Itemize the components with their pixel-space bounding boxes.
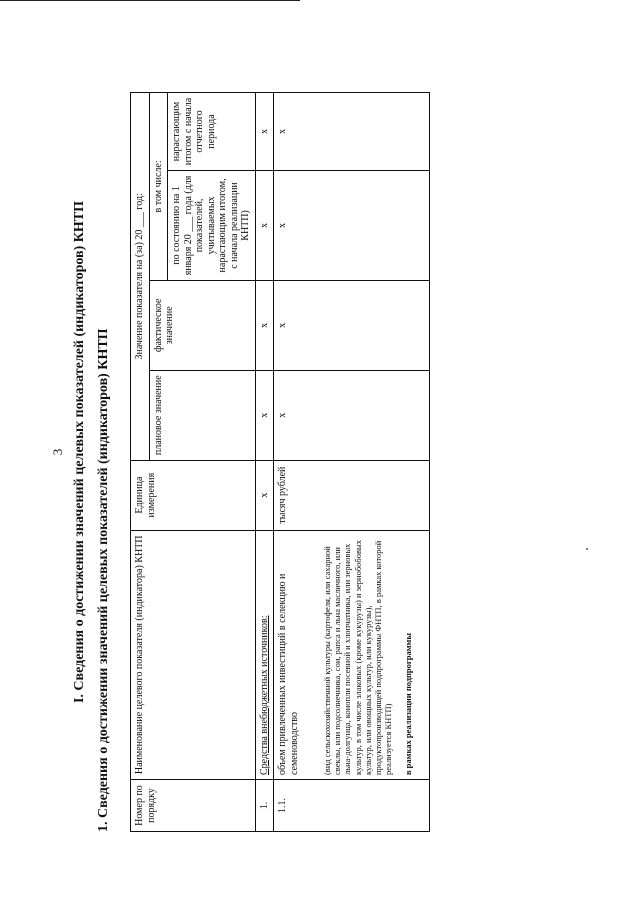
page-number: 3 bbox=[50, 448, 65, 456]
row-cumulative: х bbox=[274, 93, 430, 171]
scan-speck bbox=[586, 548, 588, 550]
header-cumulative: нарастающим итогом с начала отчетного периода bbox=[168, 93, 256, 171]
header-unit: Единица измерения bbox=[131, 460, 256, 530]
row-actual: х bbox=[274, 280, 430, 370]
row-number: 1.1. bbox=[274, 780, 430, 832]
row-note: (вид сельскохозяйственной культуры (картофеля, или сахарной свеклы, или подсолнечника, сои, рапса и льна масличного, или льна-долгунца, конопли посевной и хлопчатника, или зерновых культур, в том числе злаковых (кроме кукурузы) и зернобобовых культур, или овощных культур, или кукурузы), продуктопроизводящей подпрограммы ФНТП, в рамках которой реализуется КНТП) bbox=[322, 540, 394, 776]
header-actual: фактическое значение bbox=[149, 280, 255, 370]
row-actual: х bbox=[255, 280, 274, 370]
subsection-heading: 1. Сведения о достижении значений целевых показателей (индикаторов) КНТП bbox=[96, 328, 111, 832]
row-unit: тысяч рублей bbox=[274, 460, 430, 530]
row-subnote: в рамках реализации подпрограммы bbox=[403, 633, 414, 776]
header-as-of-jan: по состоянию на 1 января 20 ___ года (для показателей, учитываемых нарастающим итогом, с начала реализации КНТП) bbox=[168, 171, 256, 281]
rotated-page bbox=[50, 72, 590, 832]
row-name: объем привлеченных инвестиций в селекцию и семеноводство bbox=[277, 573, 300, 776]
row-as-of-jan: х bbox=[255, 171, 274, 281]
row-name-cell bbox=[274, 530, 430, 779]
header-including: в том числе: bbox=[149, 93, 168, 281]
row-name: Средства внебюджетных источников: bbox=[255, 530, 274, 779]
header-name: Наименование целевого показателя (индикатора) КНТП bbox=[131, 530, 256, 779]
table-row bbox=[255, 93, 274, 832]
indicators-table bbox=[130, 92, 430, 832]
header-planned: плановое значение bbox=[149, 370, 255, 460]
header-value-group: Значение показателя на (за) 20 ___ год: bbox=[131, 93, 150, 461]
row-as-of-jan: х bbox=[274, 171, 430, 281]
row-cumulative: х bbox=[255, 93, 274, 171]
row-number: 1. bbox=[255, 780, 274, 832]
section-heading: I. Сведения о достижении значений целевых показателей (индикаторов) КНТП bbox=[72, 200, 87, 704]
row-unit: х bbox=[255, 460, 274, 530]
top-rule-line bbox=[0, 0, 300, 1]
row-planned: х bbox=[255, 370, 274, 460]
header-number: Номер по порядку bbox=[131, 780, 256, 832]
table-row bbox=[274, 93, 430, 832]
row-planned: х bbox=[274, 370, 430, 460]
